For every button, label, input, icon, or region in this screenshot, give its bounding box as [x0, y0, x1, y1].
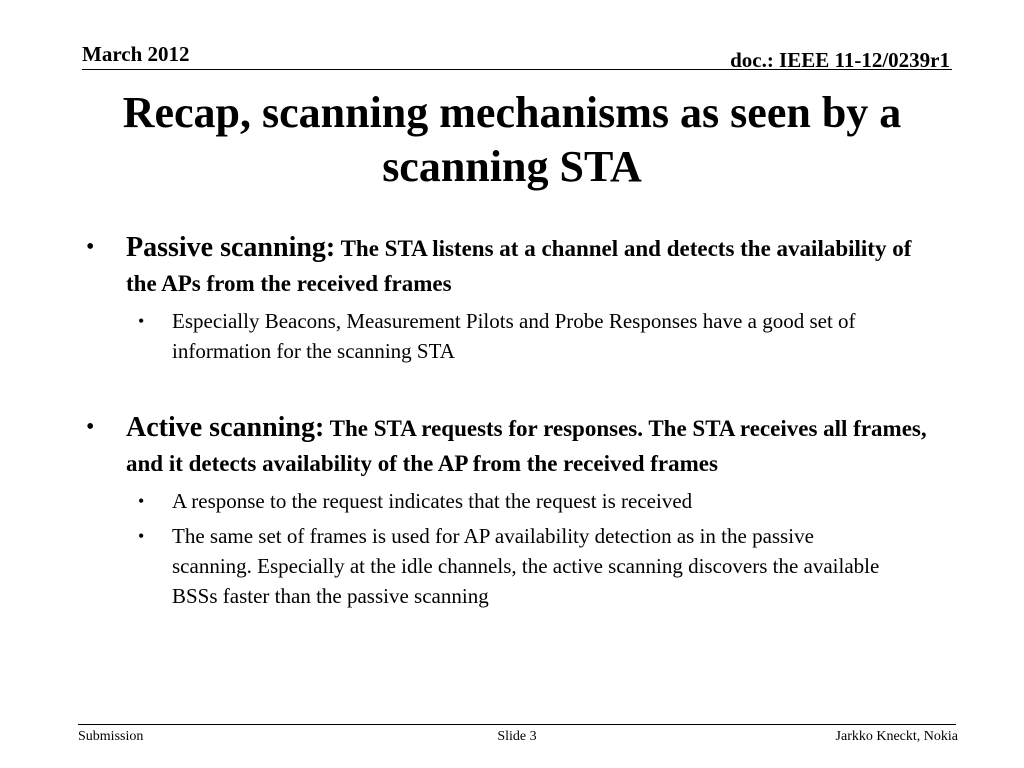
sub-bullet — [86, 521, 946, 611]
slide-content — [86, 230, 946, 611]
bullet-text: The STA listens at a channel and detects the availability of the APs from the received frames — [126, 236, 912, 296]
bullet-passive-scanning — [86, 230, 946, 301]
footer-author: Jarkko Kneckt, Nokia — [835, 729, 958, 744]
bullet-text: The STA requests for responses. The STA receives all frames, and it detects availability of the AP from the received frames — [126, 416, 927, 476]
sub-bullet-text: Especially Beacons, Measurement Pilots and Probe Responses have a good set of information for the scanning STA — [172, 309, 856, 363]
sub-bullet-marker: • — [138, 491, 145, 511]
bullet-marker: • — [86, 414, 95, 440]
footer-slide-number: Slide 3 — [497, 729, 537, 744]
sub-bullet — [86, 306, 946, 366]
header-doc-id: doc.: IEEE 11-12/0239r1 — [730, 48, 950, 72]
sub-bullet — [86, 486, 946, 516]
bullet-lead: Active scanning: — [126, 412, 325, 443]
sub-bullet-marker: • — [138, 311, 145, 331]
slide-title: Recap, scanning mechanisms as seen by a scanning STA — [122, 88, 902, 191]
bullet-active-scanning — [86, 410, 946, 481]
sub-bullet-text: The same set of frames is used for AP availability detection as in the passive scanning. Especially at the idle channels, the active scanning discovers the available BSSs faster than the passive scanning — [172, 524, 880, 608]
bullet-lead: Passive scanning: — [126, 232, 336, 263]
sub-bullet-marker: • — [138, 526, 145, 546]
header-rule — [82, 69, 952, 70]
sub-bullet-text: A response to the request indicates that the request is received — [172, 489, 693, 513]
bullet-marker: • — [86, 234, 95, 260]
header-date: March 2012 — [82, 42, 190, 66]
footer-submission: Submission — [78, 729, 144, 744]
footer-rule — [78, 724, 956, 725]
